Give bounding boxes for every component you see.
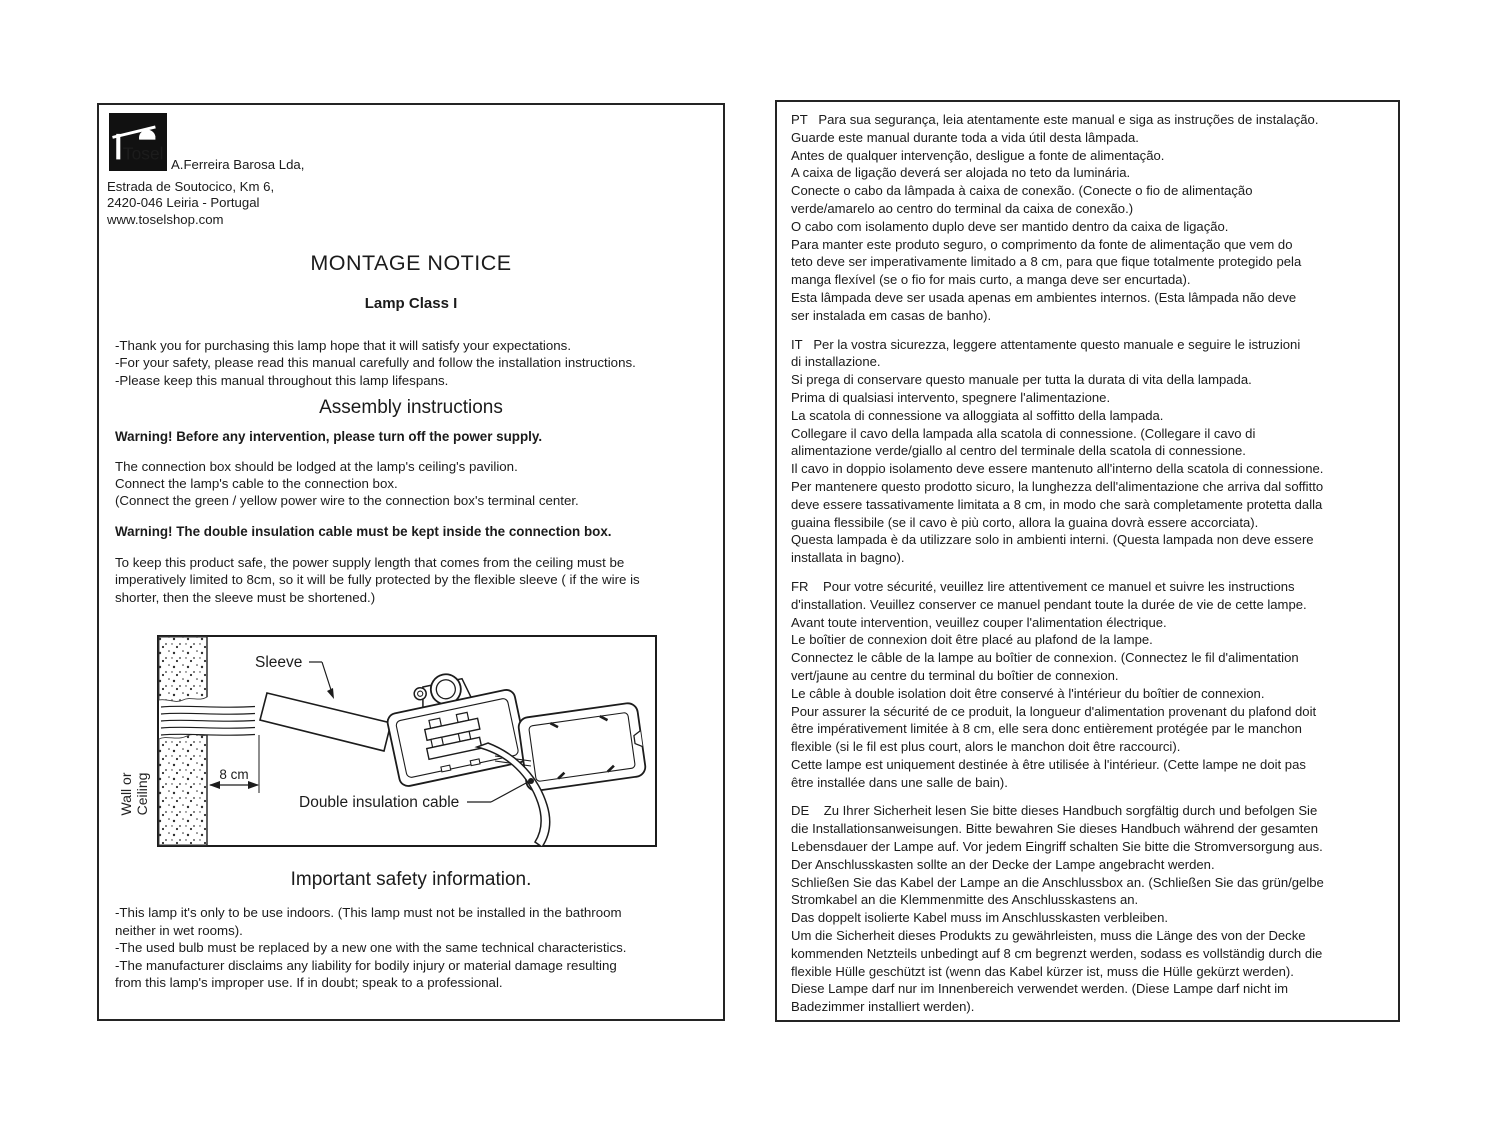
text-line: kommenden Netzteils unbedingt auf 8 cm begrenzt werden, sodass es vollständig durch die	[791, 945, 1323, 961]
text-line: Le câble à double isolation doit être conservé à l'intérieur du boîtier de connexion.	[791, 685, 1265, 701]
text-line: O cabo com isolamento duplo deve ser mantido dentro da caixa de ligação.	[791, 218, 1229, 234]
company-website: www.toselshop.com	[107, 211, 224, 227]
text-line: Antes de qualquer intervenção, desligue a fonte de alimentação.	[791, 147, 1165, 163]
text-line: Um die Sicherheit dieses Produkts zu gewährleisten, muss die Länge des von der Decke	[791, 928, 1306, 944]
text-line: flexible (si le fil est plus court, alors le manchon doit être raccourci).	[791, 739, 1181, 755]
text-line: -For your safety, please read this manual carefully and follow the installation instructions.	[115, 355, 636, 371]
text-line: -Thank you for purchasing this lamp hope that it will satisfy your expectations.	[115, 338, 572, 353]
text-line: DE Zu Ihrer Sicherheit lesen Sie bitte dieses Handbuch sorgfältig durch und befolgen Sie	[791, 803, 1318, 819]
text-line: Il cavo in doppio isolamento deve essere mantenuto all'interno della scatola di connessione.	[791, 461, 1324, 477]
text-line: Si prega di conservare questo manuale per tutta la durata di vita della lampada.	[791, 372, 1252, 388]
text-line: from this lamp's improper use. If in doubt; speak to a professional.	[115, 975, 503, 990]
sleeve-instructions	[115, 554, 640, 606]
text-line: Diese Lampe darf nur im Innenbereich verwendet werden. (Diese Lampe darf nicht im	[791, 981, 1289, 997]
text-line: vert/jaune au centre du terminal du boîtier de connexion.	[791, 667, 1119, 683]
safety-paragraph	[115, 904, 626, 992]
text-line: d'installation. Veuillez conserver ce manuel pendant toute la durée de vie de cette lampe.	[791, 596, 1307, 612]
assembly-heading: Assembly instructions	[319, 397, 503, 418]
text-line: Prima di qualsiasi intervento, spegnere l'alimentazione.	[791, 389, 1111, 405]
connection-instructions	[115, 458, 579, 510]
english-instructions-panel	[97, 103, 725, 1021]
text-line: Per mantenere questo prodotto sicuro, la lunghezza dell'alimentazione che arriva dal soffitto	[791, 478, 1324, 494]
text-line: Questa lampada è da utilizzare solo in ambienti interni. (Questa lampada non deve essere	[791, 532, 1314, 548]
address-line: Estrada de Soutocico, Km 6,	[107, 179, 275, 194]
text-line: teto deve ser imperativamente limitado a 8 cm, para que fique totalmente protegido pela	[791, 254, 1302, 270]
text-line: La scatola di connessione va alloggiata al soffitto della lampada.	[791, 407, 1164, 423]
text-line: Collegare il cavo della lampada alla scatola di connessione. (Collegare il cavo di	[791, 425, 1256, 441]
section-pt	[791, 111, 1386, 325]
text-line: deve essere tassativamente limitata a 8 cm, in modo che sarà completamente protetta dalla	[791, 496, 1323, 512]
text-line: Para manter este produto seguro, o comprimento da fonte de alimentação que vem do	[791, 236, 1293, 252]
text-line: shorter, then the sleeve must be shortened.)	[115, 589, 376, 605]
company-name: A.Ferreira Barosa Lda,	[171, 157, 305, 172]
text-line: verde/amarelo ao centro do terminal da caixa de conexão.)	[791, 200, 1134, 216]
section-fr	[791, 578, 1386, 792]
text-line: Pour assurer la sécurité de ce produit, la longueur d'alimentation provenant du plafond doit	[791, 703, 1317, 719]
text-line: Avant toute intervention, veuillez couper l'alimentation électrique.	[791, 614, 1167, 630]
text-line: Esta lâmpada deve ser usada apenas em ambientes internos. (Esta lâmpada não deve	[791, 289, 1297, 305]
tosel-logo	[109, 113, 167, 171]
document-title: MONTAGE NOTICE	[310, 251, 512, 275]
text-line: Badezimmer installiert werden).	[791, 999, 975, 1015]
text-line: Lebensdauer der Lampe auf. Vor jedem Eingriff schalten Sie bitte die Stromversorgung aus.	[791, 839, 1323, 855]
section-it	[791, 336, 1386, 567]
text-line: di installazione.	[791, 354, 881, 370]
text-line: imperatively limited to 8cm, so it will be fully protected by the flexible sleeve ( if the wire is	[115, 572, 640, 588]
wall-section	[159, 637, 207, 845]
svg-text:Double insulation cable: Double insulation cable	[299, 794, 460, 811]
cover-box	[517, 702, 646, 792]
warning-double-insulation: Warning! The double insulation cable must be kept inside the connection box.	[115, 524, 612, 539]
text-line: Conecte o cabo da lâmpada à caixa de conexão. (Conecte o fio de alimentação	[791, 183, 1253, 199]
text-line: être impérativement limitée à 8 cm, elle sera donc entièrement protégée par le manchon	[791, 721, 1302, 737]
text-line: (Connect the green / yellow power wire to the connection box's terminal center.	[115, 493, 579, 509]
text-line: To keep this product safe, the power supply length that comes from the ceiling must be	[115, 555, 625, 570]
dimension-label: 8 cm	[219, 767, 249, 782]
text-line: Le boîtier de connexion doit être placé au plafond de la lampe.	[791, 632, 1153, 648]
text-line: être installée dans une salle de bain).	[791, 774, 1008, 790]
text-line: installata in bagno).	[791, 550, 905, 566]
svg-text:Sleeve: Sleeve	[255, 654, 303, 671]
text-line: -The used bulb must be replaced by a new one with the same technical characteristics.	[115, 940, 627, 955]
text-line: -This lamp it's only to be use indoors. (This lamp must not be installed in the bathroom	[115, 905, 622, 920]
wall-or-ceiling-label: Wall or Ceiling	[118, 772, 150, 816]
text-line: ser instalada em casas de banho).	[791, 307, 992, 323]
text-line: Connectez le câble de la lampe au boîtier de connexion. (Connectez le fil d'alimentation	[791, 650, 1299, 666]
safety-heading: Important safety information.	[290, 869, 532, 890]
logo-text: Tosel	[122, 143, 164, 164]
text-line: Stromkabel an die Klemmenmitte des Anschlusskastens an.	[791, 892, 1139, 908]
translations-panel	[775, 100, 1400, 1022]
installation-diagram	[157, 635, 657, 847]
text-line: Guarde este manual durante toda a vida útil desta lâmpada.	[791, 129, 1139, 145]
section-de	[791, 802, 1386, 1016]
text-line: FR Pour votre sécurité, veuillez lire attentivement ce manuel et suivre les instructions	[791, 578, 1295, 594]
text-line: Schließen Sie das Kabel der Lampe an die Anschlussbox an. (Schließen Sie das grün/gelbe	[791, 874, 1324, 890]
text-line: The connection box should be lodged at the lamp's ceiling's pavilion.	[115, 459, 518, 474]
text-line: flexible Hülle geschützt ist (wenn das Kabel kürzer ist, muss die Hülle gekürzt werden).	[791, 963, 1294, 979]
text-line: neither in wet rooms).	[115, 922, 243, 938]
warning-power-supply: Warning! Before any intervention, please turn off the power supply.	[115, 429, 543, 444]
text-line: Cette lampe est uniquement destinée à être utilisée à l'intérieur. (Cette lampe ne doit pas	[791, 756, 1306, 772]
text-line: manga flexível (se o fio for mais curto, a manga deve ser encurtada).	[791, 272, 1191, 288]
text-line: Das doppelt isolierte Kabel muss im Anschlusskasten verbleiben.	[791, 910, 1169, 926]
document-subtitle: Lamp Class I	[364, 295, 458, 312]
address-line: 2420-046 Leiria - Portugal	[107, 195, 260, 211]
tosel-logo-graphic	[109, 113, 167, 171]
text-line: A caixa de ligação deverá ser alojada no teto da luminária.	[791, 165, 1131, 181]
intro-paragraph	[115, 337, 636, 389]
text-line: IT Per la vostra sicurezza, leggere attentamente questo manuale e seguire le istruzioni	[791, 336, 1301, 352]
text-line: -The manufacturer disclaims any liability for bodily injury or material damage resulting	[115, 957, 617, 973]
text-line: guaina flessibile (se il cavo è più corto, allora la guaina dovrà essere accorciata).	[791, 514, 1259, 530]
company-address	[107, 179, 274, 228]
text-line: die Installationsanweisungen. Bitte bewahren Sie dieses Handbuch während der gesamten	[791, 821, 1318, 837]
text-line: alimentazione verde/giallo al centro del terminale della scatola di connessione.	[791, 443, 1246, 459]
text-line: Connect the lamp's cable to the connection box.	[115, 476, 398, 492]
text-line: Der Anschlusskasten sollte an der Decke der Lampe angebracht werden.	[791, 856, 1215, 872]
text-line: -Please keep this manual throughout this lamp lifespans.	[115, 372, 449, 388]
text-line: PT Para sua segurança, leia atentamente este manual e siga as instruções de instalação.	[791, 112, 1319, 127]
